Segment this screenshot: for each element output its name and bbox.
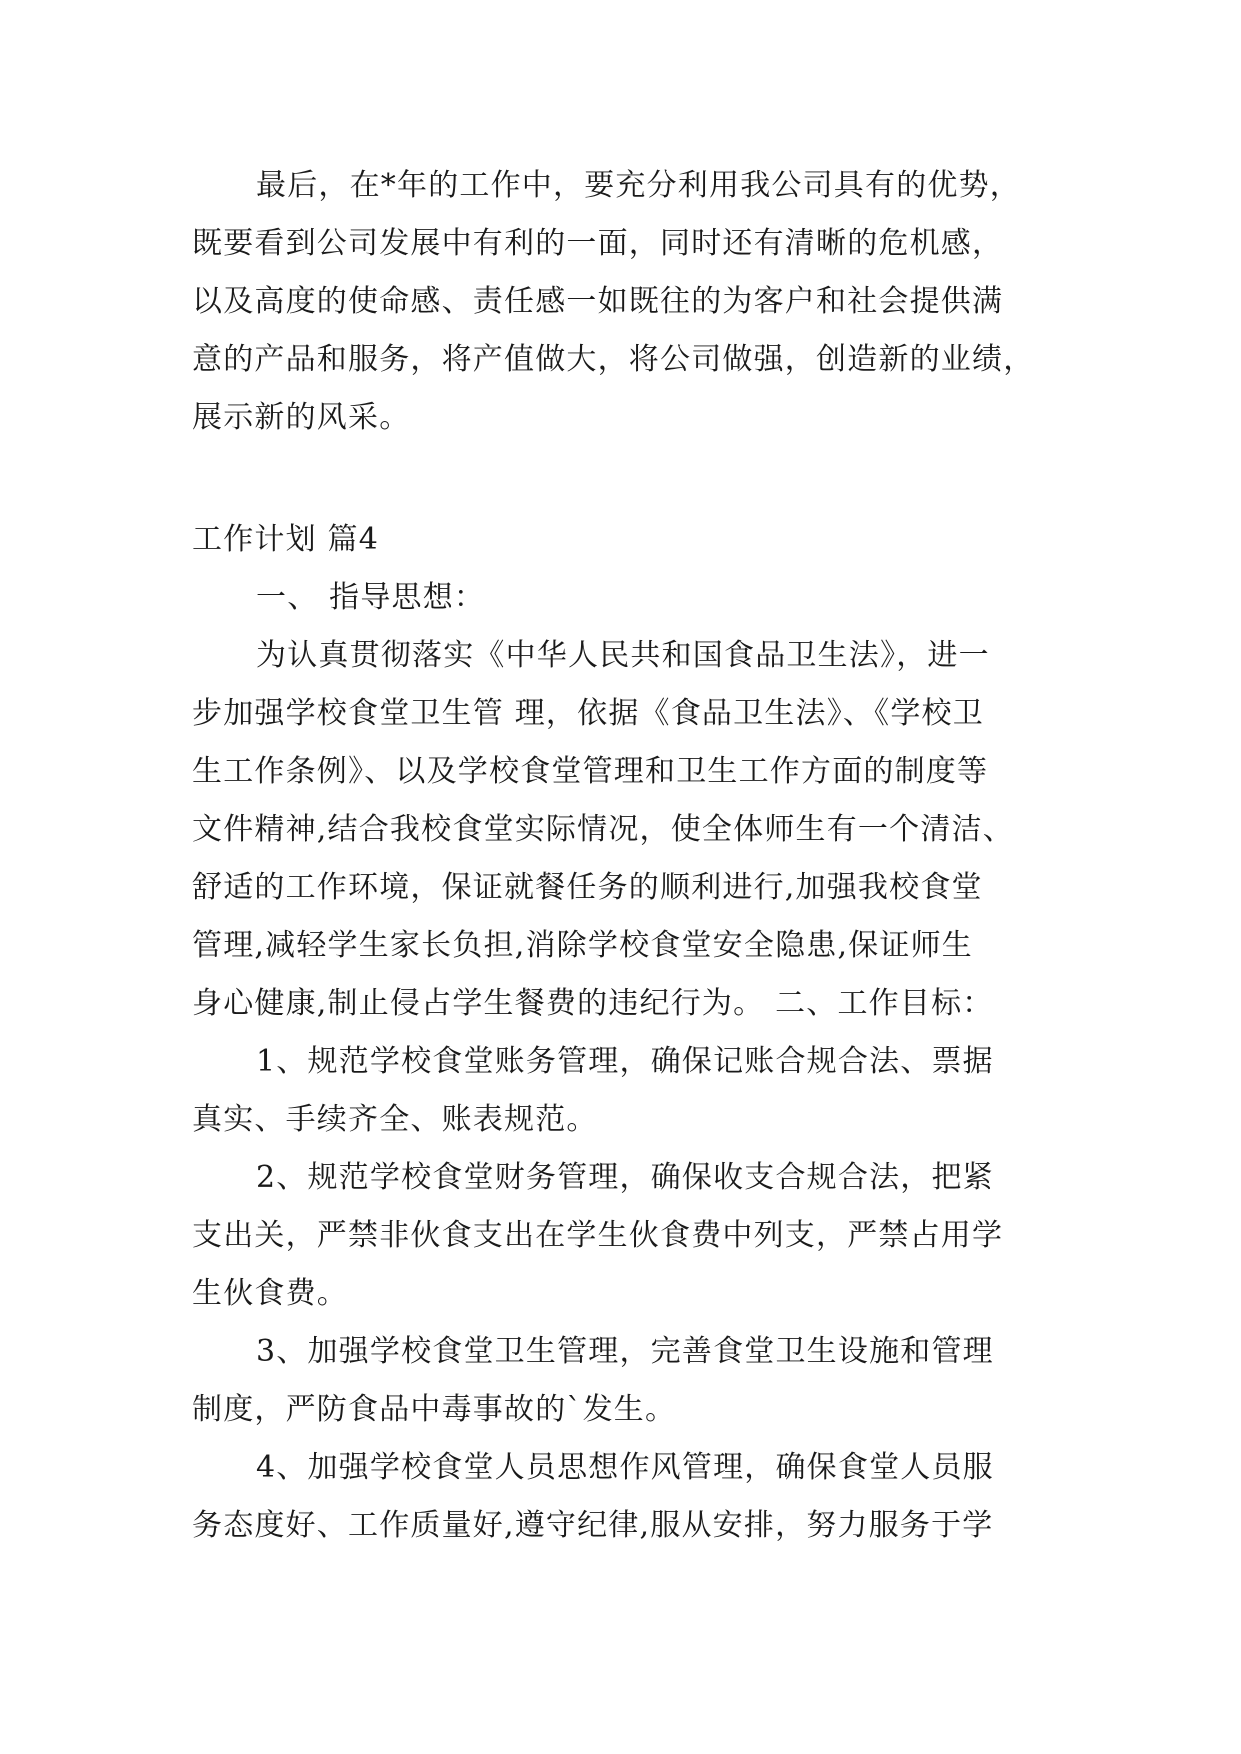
paragraph-line: 文件精神,结合我校食堂实际情况，使全体师生有一个清洁、 — [192, 812, 1014, 847]
paragraph-line: 展示新的风采。 — [192, 400, 411, 435]
paragraph-line: 管理,减轻学生家长负担,消除学校食堂安全隐患,保证师生 — [192, 928, 974, 963]
list-item-4-cont: 务态度好、工作质量好,遵守纪律,服从安排，努力服务于学 — [192, 1508, 994, 1543]
subheading-guiding-thought: 一、 指导思想： — [256, 580, 486, 615]
paragraph-line: 身心健康,制止侵占学生餐费的违纪行为。 二、工作目标： — [192, 986, 994, 1021]
paragraph-line: 以及高度的使命感、责任感一如既往的为客户和社会提供满 — [192, 284, 1004, 319]
paragraph-line: 既要看到公司发展中有利的一面，同时还有清晰的危机感， — [192, 226, 1004, 261]
section-title: 工作计划 篇4 — [192, 522, 380, 557]
closing-paragraph — [192, 157, 1052, 447]
paragraph-line: 为认真贯彻落实《中华人民共和国食品卫生法》，进一 — [256, 638, 990, 673]
list-item-2-cont: 生伙食费。 — [192, 1276, 348, 1311]
list-item-1-cont: 真实、手续齐全、账表规范。 — [192, 1102, 598, 1137]
work-plan-body — [192, 569, 1052, 1555]
list-item-4: 4、加强学校食堂人员思想作风管理，确保食堂人员服 — [256, 1450, 994, 1485]
paragraph-line: 步加强学校食堂卫生管 理，依据《食品卫生法》、《学校卫 — [192, 696, 984, 731]
list-item-1: 1、规范学校食堂账务管理，确保记账合规合法、票据 — [256, 1044, 994, 1079]
paragraph-line: 意的产品和服务，将产值做大，将公司做强，创造新的业绩， — [192, 342, 1035, 377]
paragraph-line: 生工作条例》、以及学校食堂管理和卫生工作方面的制度等 — [192, 754, 989, 789]
paragraph-line: 最后，在*年的工作中，要充分利用我公司具有的优势， — [256, 168, 1021, 203]
list-item-2-cont: 支出关，严禁非伙食支出在学生伙食费中列支，严禁占用学 — [192, 1218, 1004, 1253]
list-item-3: 3、加强学校食堂卫生管理，完善食堂卫生设施和管理 — [256, 1334, 994, 1369]
paragraph-line: 舒适的工作环境，保证就餐任务的顺利进行,加强我校食堂 — [192, 870, 983, 905]
list-item-2: 2、规范学校食堂财务管理，确保收支合规合法，把紧 — [256, 1160, 994, 1195]
list-item-3-cont: 制度，严防食品中毒事故的`发生。 — [192, 1392, 677, 1427]
section-heading — [192, 511, 1052, 569]
